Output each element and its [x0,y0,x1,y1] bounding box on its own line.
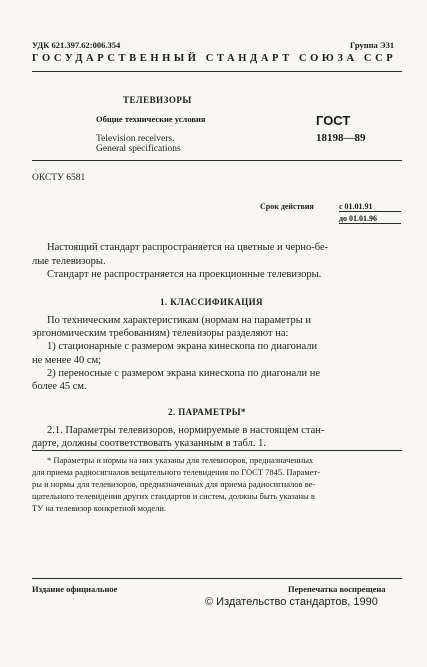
gosstandart-header: ГОСУДАРСТВЕННЫЙ СТАНДАРТ СОЮЗА ССР [32,53,397,64]
validity-from-underline [339,211,401,212]
english-title-line1: Television receivers. [96,134,175,144]
english-title [96,134,181,154]
section1-line: 2) переносные с размером экрана кинескопа по диагонали не [47,368,320,379]
oksty-code: ОКСТУ 6581 [32,173,86,183]
copyright-notice: © Издательство стандартов, 1990 [205,596,378,608]
intro-line3: Стандарт не распространяется на проекционные телевизоры. [47,269,322,280]
gost-label: ГОСТ [316,113,351,128]
header-rule [32,71,402,72]
document-subtitle: Общие технические условия [96,114,206,124]
section1-line: более 45 см. [32,381,87,392]
title-block-rule [32,160,402,161]
validity-to-underline [339,223,401,224]
footnote-rule [32,450,402,451]
footer-rule [32,578,402,579]
official-edition-label: Издание официальное [32,584,118,594]
english-title-line2: General specifications [96,144,181,154]
reprint-prohibited-label: Перепечатка воспрещена [288,584,386,594]
section1-line: 1) стационарные с размером экрана кинескопа по диагонали [47,341,318,352]
footnote-line: щательного телевидения других стандартов и систем, должны быть указаны в [32,491,315,501]
section2-heading: 2. ПАРАМЕТРЫ* [168,407,246,417]
footnote-line: * Параметры и нормы на них указаны для телевизоров, предназначенных [47,455,314,465]
section1-heading: 1. КЛАССИФИКАЦИЯ [160,297,263,307]
footnote-line: ТУ на телевизор конкретной модели. [32,503,167,513]
section1-line: По техническим характеристикам (нормам на параметры и [47,315,312,326]
footnote-line: для приема радиосигналов вещательного телевидения по ГОСТ 7845. Парамет- [32,467,321,477]
intro-line1: Настоящий стандарт распространяется на цветные и черно-бе- [47,242,329,253]
section1-line: эргономическим требованиям) телевизоры разделяют на: [32,328,289,339]
group-code: Группа Э31 [350,40,395,50]
document-title: ТЕЛЕВИЗОРЫ [123,95,192,105]
gost-number: 18198—89 [316,132,366,144]
validity-to: до 01.01.96 [339,214,378,223]
validity-label: Срок действия [260,202,314,211]
footnote-line: ры и нормы для телевизоров, предназначенных для приема радиосигналов ве- [32,479,316,489]
udk-code: УДК 621.397.62:006.354 [32,40,121,50]
section1-line: не менее 40 см; [32,355,102,366]
section2-line: 2.1. Параметры телевизоров, нормируемые в настоящем стан- [47,425,325,436]
validity-from: с 01.01.91 [339,202,373,211]
section2-line: дарте, должны соответствовать указанным в табл. 1. [32,438,266,449]
intro-line2: лые телевизоры. [32,256,106,267]
